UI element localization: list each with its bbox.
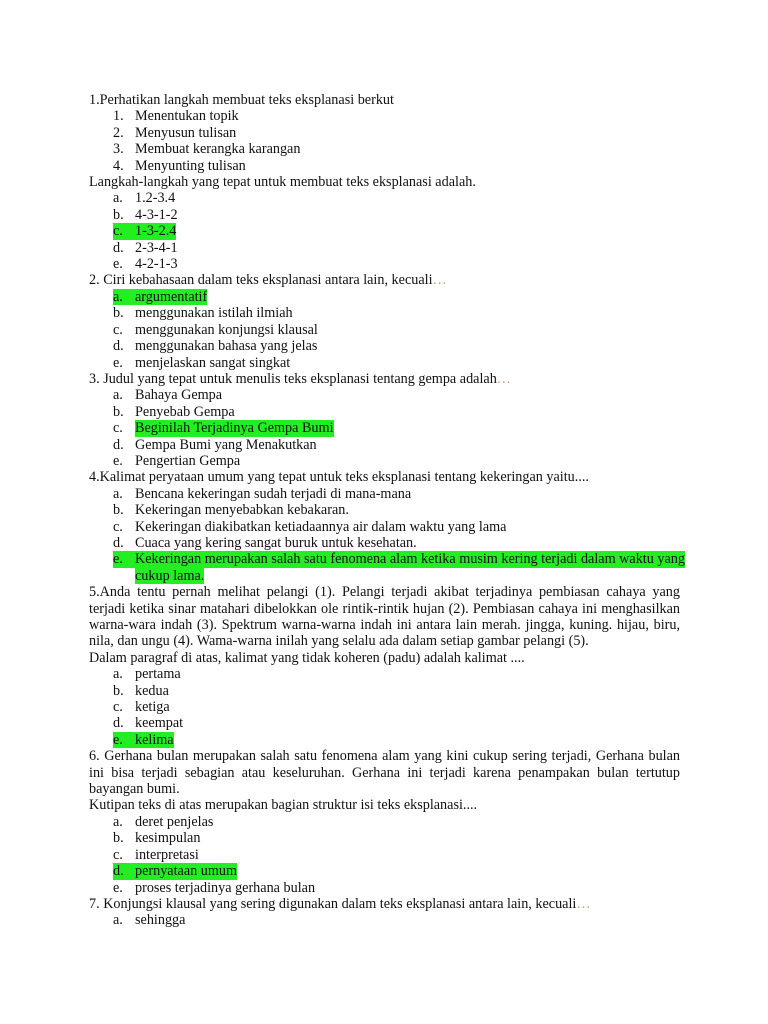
question-7-stem: 7. Konjungsi klausal yang sering digunakan dalam teks eksplanasi antara lain, kecuali…: [89, 895, 591, 912]
option-a: a. Bencana kekeringan sudah terjadi di mana-mana: [113, 485, 412, 502]
option-e: e. menjelaskan sangat singkat: [113, 354, 291, 371]
option-c: c. interpretasi: [113, 846, 199, 863]
option-a: a. pertama: [113, 666, 181, 683]
option-e-correct-continued: cukup lama.: [135, 567, 205, 584]
option-c: c. ketiga: [113, 699, 170, 716]
option-e-correct: e. Kekeringan merupakan salah satu fenomena alam ketika musim kering terjadi dalam waktu yang: [113, 551, 685, 568]
question-1-stem: 1.Perhatikan langkah membuat teks eksplanasi berkut: [89, 92, 394, 108]
question-6-text: Kutipan teks di atas merupakan bagian struktur isi teks eksplanasi....: [89, 797, 478, 814]
step-item: 2. Menyusun tulisan: [113, 124, 237, 141]
question-5-text: Dalam paragraf di atas, kalimat yang tidak koheren (padu) adalah kalimat ....: [89, 649, 525, 666]
option-c-correct: c. 1-3-2.4: [113, 223, 177, 240]
option-e-correct: e. kelima: [113, 731, 174, 748]
option-b: b. Kekeringan menyebabkan kebakaran.: [113, 502, 349, 519]
quiz-content: [89, 92, 685, 929]
option-a: a. deret penjelas: [113, 813, 214, 830]
option-e: e. Pengertian Gempa: [113, 452, 241, 469]
option-d-correct: d. pernyataan umum: [113, 863, 238, 880]
option-a: a. 1.2-3.4: [113, 190, 176, 207]
option-d: d. Cuaca yang kering sangat buruk untuk kesehatan.: [113, 534, 417, 551]
step-item: 4. Menyunting tulisan: [113, 157, 246, 174]
question-5-paragraph: 5.Anda tentu pernah melihat pelangi (1). Pelangi terjadi akibat terjadinya pembiasan cahaya yang terjadi ketika sinar matahari dibelokkan ole rintik-rintik hujan (2). Pembiasan cahaya ini menghasilkan warna-wara indah (3). Spektrum warna-warna indah ini antara lain merah. jingga, kuning. hijau, biru, nila, dan ungu (4). Wama-warna inilah yang selalu ada dalam setiap gambar pelangi (5).: [89, 584, 680, 650]
option-e: e. proses terjadinya gerhana bulan: [113, 879, 316, 896]
option-a: a. Bahaya Gempa: [113, 387, 223, 404]
option-b: b. menggunakan istilah ilmiah: [113, 305, 293, 322]
option-d: d. keempat: [113, 715, 184, 732]
option-b: b. kesimpulan: [113, 830, 201, 847]
option-d: d. menggunakan bahasa yang jelas: [113, 338, 318, 355]
question-4-stem: 4.Kalimat peryataan umum yang tepat untuk teks eksplanasi tentang kekeringan yaitu....: [89, 469, 589, 486]
option-e: e. 4-2-1-3: [113, 256, 178, 273]
question-2-stem: 2. Ciri kebahasaan dalam teks eksplanasi antara lain, kecuali…: [89, 272, 447, 289]
option-c: c. menggunakan konjungsi klausal: [113, 321, 318, 338]
step-item: 1. Menentukan topik: [113, 108, 239, 125]
option-c-correct: c. Beginilah Terjadinya Gempa Bumi: [113, 420, 334, 437]
question-1-text: Langkah-langkah yang tepat untuk membuat teks eksplanasi adalah.: [89, 174, 476, 191]
question-3-stem: 3. Judul yang tepat untuk menulis teks eksplanasi tentang gempa adalah…: [89, 370, 511, 387]
question-6-paragraph: 6. Gerhana bulan merupakan salah satu fenomena alam yang kini cukup sering terjadi, Gerhana bulan ini bisa terjadi sebagian atau keseluruhan. Gerhana ini terjadi karena penampakan bulan tertutup bayangan bumi.: [89, 748, 680, 798]
option-b: b. Penyebab Gempa: [113, 403, 235, 420]
option-d: d. Gempa Bumi yang Menakutkan: [113, 436, 317, 453]
option-a: a. sehingga: [113, 912, 186, 929]
option-b: b. kedua: [113, 682, 169, 699]
option-a-correct: a. argumentatif: [113, 288, 208, 305]
option-d: d. 2-3-4-1: [113, 239, 178, 256]
step-item: 3. Membuat kerangka karangan: [113, 141, 301, 158]
option-b: b. 4-3-1-2: [113, 206, 178, 223]
option-c: c. Kekeringan diakibatkan ketiadaannya air dalam waktu yang lama: [113, 518, 507, 535]
